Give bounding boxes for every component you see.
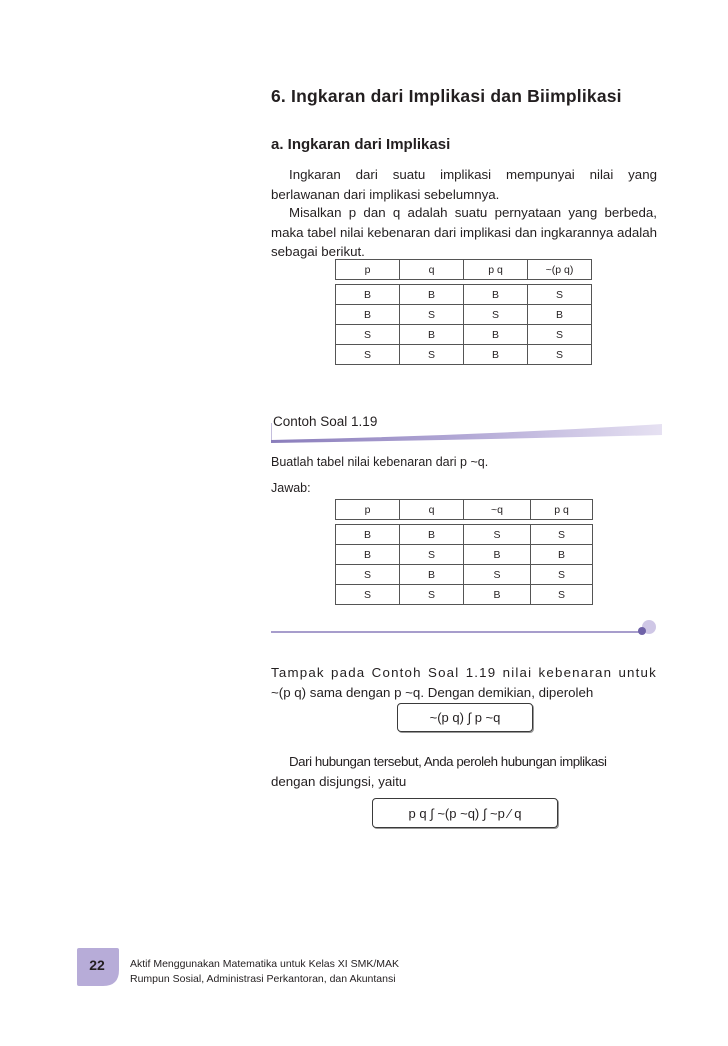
table-cell: B — [400, 565, 464, 585]
table-cell: S — [528, 325, 592, 345]
table-cell: S — [400, 345, 464, 365]
truth-table-example — [335, 499, 593, 605]
table-row — [336, 345, 592, 365]
table-row — [336, 305, 592, 325]
table-cell: S — [464, 525, 531, 545]
table-cell: S — [531, 565, 593, 585]
table-cell: S — [336, 345, 400, 365]
table-header-cell: p q — [531, 500, 593, 520]
table-header-cell: ~q — [464, 500, 531, 520]
subsection-heading: a. Ingkaran dari Implikasi — [271, 136, 451, 153]
footer-book-title: Aktif Menggunakan Matematika untuk Kelas XI SMK/MAK — [130, 958, 400, 970]
paragraph-3-line-1: Tampak pada Contoh Soal 1.19 nilai kebenaran untuk — [271, 665, 657, 680]
table-cell: S — [528, 285, 592, 305]
table-cell: B — [464, 545, 531, 565]
paragraph-1: Ingkaran dari suatu implikasi mempunyai nilai yang berlawanan dari implikasi sebelumnya. — [271, 167, 657, 202]
table-cell: B — [336, 285, 400, 305]
table-cell: B — [464, 325, 528, 345]
paragraph-2: Misalkan p dan q adalah suatu pernyataan yang berbeda, maka tabel nilai kebenaran dari implikasi dan ingkarannya adalah sebagai berikut. — [271, 205, 657, 259]
table-row — [336, 325, 592, 345]
table-cell: S — [531, 585, 593, 605]
table-cell: B — [400, 285, 464, 305]
table-row — [336, 585, 593, 605]
example-header-rule — [271, 421, 662, 447]
table-cell: B — [336, 525, 400, 545]
example-footer-rule — [271, 617, 661, 637]
paragraph-4-line-1: Dari hubungan tersebut, Anda peroleh hubungan implikasi — [289, 754, 607, 769]
table-cell: B — [464, 285, 528, 305]
table-cell: B — [528, 305, 592, 325]
paragraph-3 — [271, 663, 657, 702]
table-cell: S — [400, 305, 464, 325]
table-cell: B — [464, 585, 531, 605]
table-cell: S — [464, 305, 528, 325]
table-header-cell: p q — [464, 260, 528, 280]
table-cell: S — [531, 525, 593, 545]
table-header-row — [336, 500, 593, 520]
table-row — [336, 285, 592, 305]
table-cell: S — [400, 585, 464, 605]
table-cell: S — [336, 565, 400, 585]
table-row — [336, 525, 593, 545]
table-cell: B — [400, 325, 464, 345]
table-header-cell: p — [336, 500, 400, 520]
section-heading: 6. Ingkaran dari Implikasi dan Biimplikasi — [271, 86, 622, 106]
table-cell: S — [528, 345, 592, 365]
formula-1: ~(p q) ∫ p ~q — [429, 710, 501, 725]
table-header-cell: ~(p q) — [528, 260, 592, 280]
formula-box-1 — [397, 703, 533, 732]
table-cell: B — [464, 345, 528, 365]
example-title: Contoh Soal 1.19 — [273, 414, 378, 429]
table-row — [336, 565, 593, 585]
table-row — [336, 545, 593, 565]
table-cell: S — [336, 585, 400, 605]
table-cell: B — [336, 545, 400, 565]
table-cell: S — [464, 565, 531, 585]
table-cell: B — [531, 545, 593, 565]
footer-book-subtitle: Rumpun Sosial, Administrasi Perkantoran, dan Akuntansi — [130, 973, 396, 985]
example-answer-label: Jawab: — [271, 481, 311, 495]
paragraph-4-line-2: dengan disjungsi, yaitu — [271, 774, 407, 789]
paragraph-4 — [271, 752, 657, 792]
table-cell: B — [400, 525, 464, 545]
table-cell: S — [400, 545, 464, 565]
table-cell: S — [336, 325, 400, 345]
paragraph-3-line-2: ~(p q) sama dengan p ~q. Dengan demikian, diperoleh — [271, 684, 594, 700]
example-question: Buatlah tabel nilai kebenaran dari p ~q. — [271, 455, 489, 469]
table-header-cell: q — [400, 500, 464, 520]
truth-table-implication — [335, 259, 592, 365]
table-header-cell: p — [336, 260, 400, 280]
formula-box-2 — [372, 798, 558, 828]
formula-2: p q ∫ ~(p ~q) ∫ ~p ⁄ q — [408, 805, 522, 821]
table-header-row — [336, 260, 592, 280]
table-header-cell: q — [400, 260, 464, 280]
table-cell: B — [336, 305, 400, 325]
page-number: 22 — [89, 957, 105, 973]
